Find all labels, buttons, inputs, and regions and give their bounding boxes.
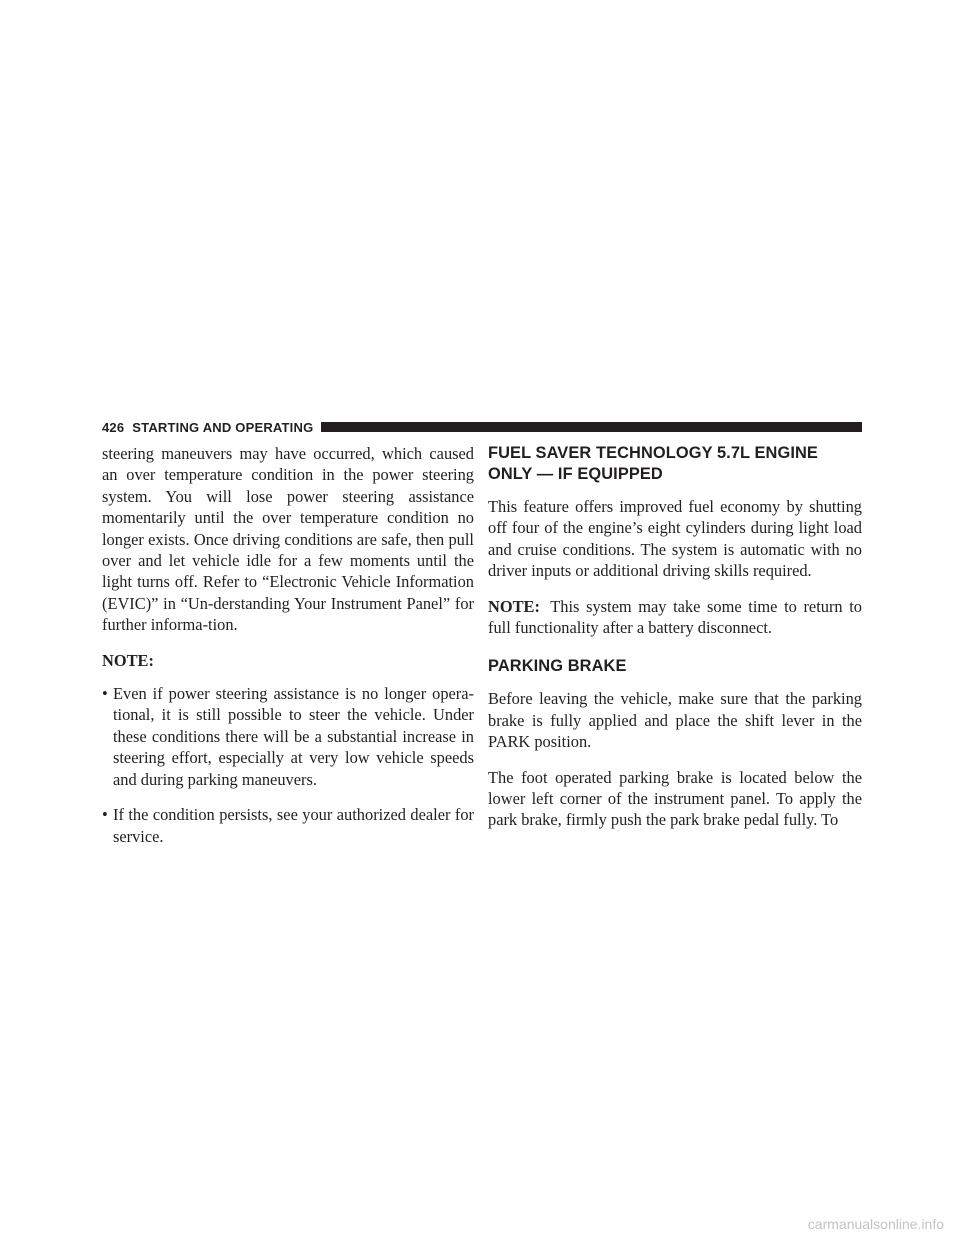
right-column — [488, 443, 862, 845]
fuel-saver-heading: FUEL SAVER TECHNOLOGY 5.7L ENGINE ONLY — IF EQUIPPED — [488, 444, 818, 483]
list-item — [102, 683, 474, 790]
parking-brake-heading: PARKING BRAKE — [488, 657, 627, 676]
bullet-icon: • — [102, 684, 108, 704]
bullet-text: If the condition persists, see your authorized dealer for service. — [113, 805, 474, 846]
fuel-saver-paragraph: This feature offers improved fuel economy by shutting off four of the engine’s eight cylinders during light load and cruise conditions. The system is automatic with no driver inputs or additional driving skills required. — [488, 497, 862, 581]
fuel-saver-note-label: NOTE: — [488, 596, 540, 616]
list-item — [102, 804, 474, 847]
parking-brake-paragraph-2: The foot operated parking brake is located below the lower left corner of the instrument panel. To apply the park brake, firmly push the park brake pedal fully. To — [488, 767, 862, 830]
intro-paragraph: steering maneuvers may have occurred, which caused an over temperature condition in the power steering system. You will lose power steering assistance momentarily until the over temperature condition no longer exists. Once driving conditions are safe, then pull over and let vehicle idle for a few moments until the light turns off. Refer to “Electronic Vehicle Information (EVIC)” in “Un-derstanding Your Instrument Panel” for further informa-tion. — [102, 444, 474, 635]
note-bullet-list — [102, 683, 474, 847]
section-title: STARTING AND OPERATING — [132, 419, 314, 435]
fuel-saver-note-text: This system may take some time to return to full functionality after a battery disconnect. — [488, 596, 862, 638]
left-column — [102, 443, 474, 861]
fuel-saver-note — [488, 596, 862, 639]
note-label: NOTE: — [102, 650, 154, 670]
watermark: carmanualsonline.info — [807, 1216, 944, 1232]
header-rule — [321, 422, 862, 432]
page-number: 426 — [102, 419, 125, 435]
page-header — [102, 420, 862, 434]
bullet-icon: • — [102, 805, 108, 825]
bullet-text: Even if power steering assistance is no longer opera-tional, it is still possible to steer the vehicle. Under these conditions there will be a substantial increase in steering effort, especially at very low vehicle speeds and during parking maneuvers. — [113, 684, 474, 789]
parking-brake-paragraph-1: Before leaving the vehicle, make sure that the parking brake is fully applied and place the shift lever in the PARK position. — [488, 689, 862, 752]
